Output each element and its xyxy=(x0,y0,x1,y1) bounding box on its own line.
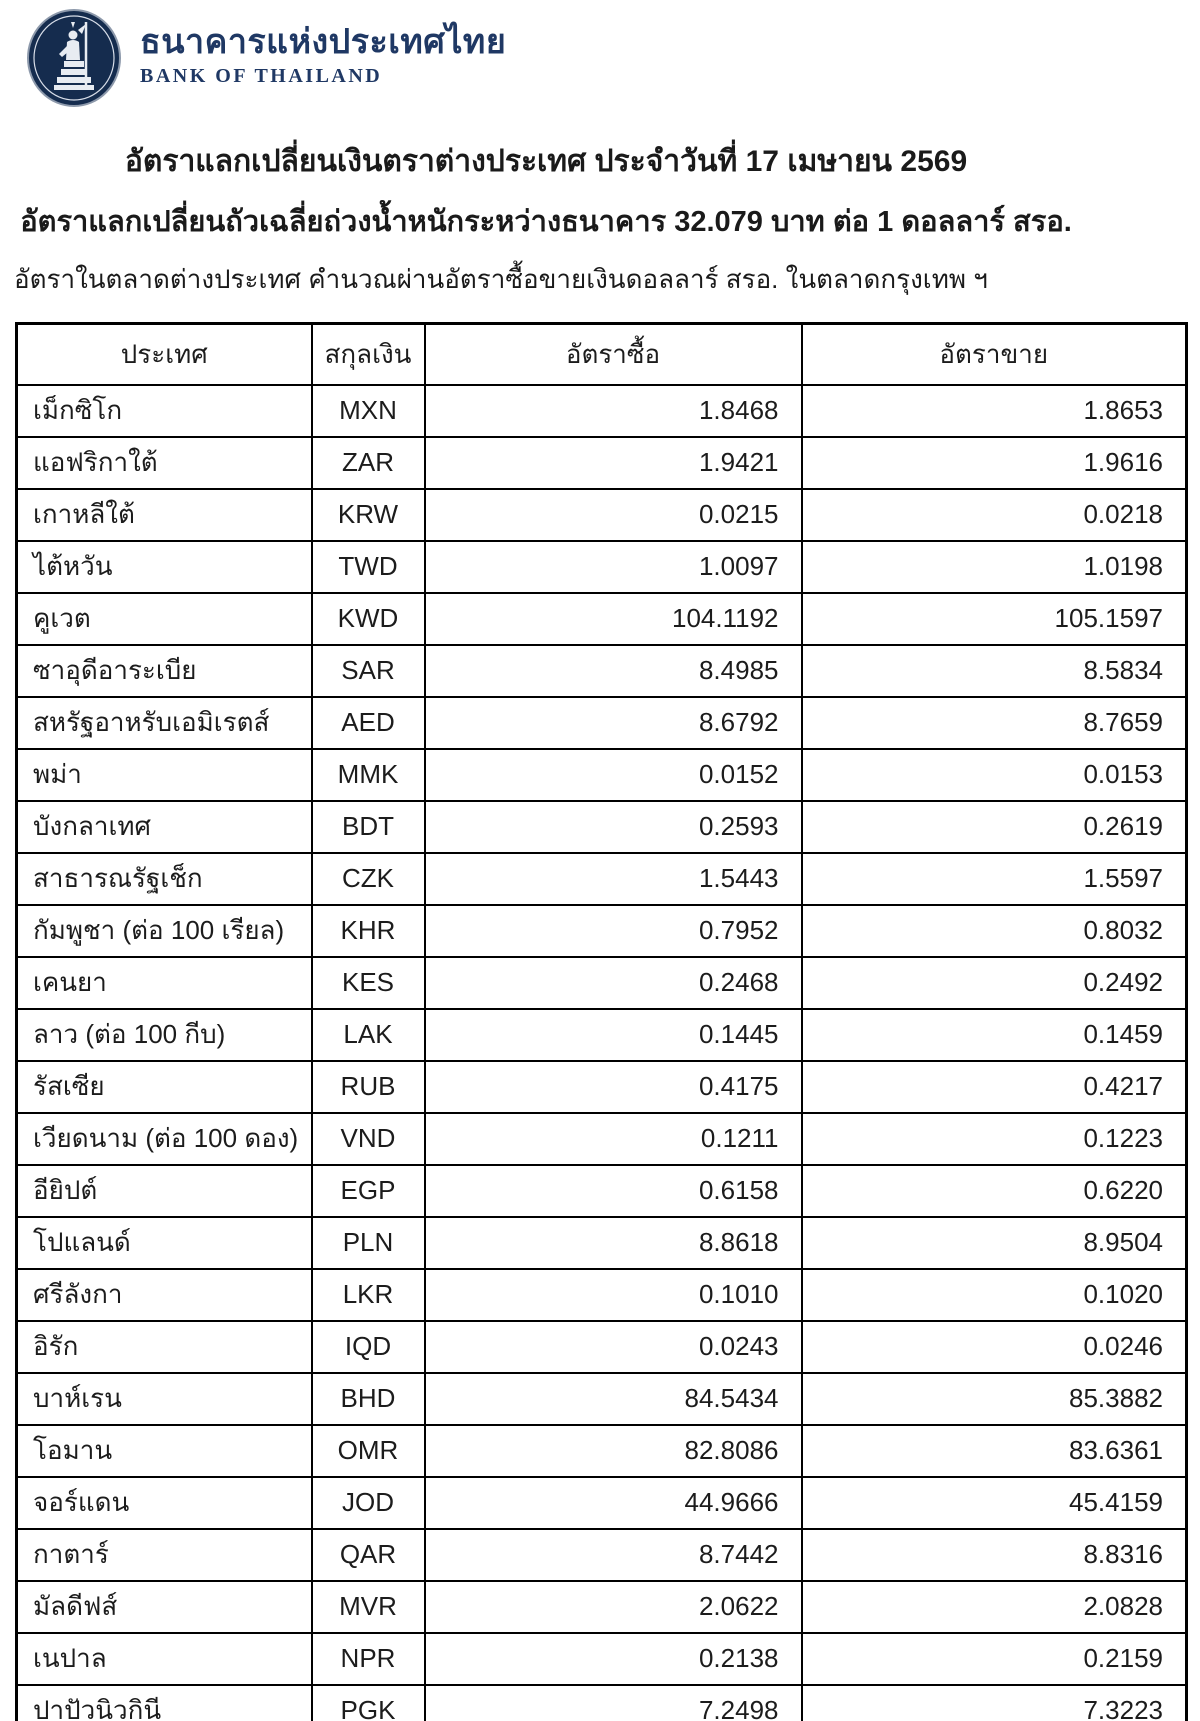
sell-rate-cell: 0.0246 xyxy=(802,1321,1187,1373)
country-cell: อิรัก xyxy=(17,1321,312,1373)
buy-rate-cell: 104.1192 xyxy=(425,593,802,645)
currency-cell: IQD xyxy=(312,1321,425,1373)
sell-rate-cell: 8.8316 xyxy=(802,1529,1187,1581)
table-row xyxy=(17,1269,1187,1321)
country-cell: บาห์เรน xyxy=(17,1373,312,1425)
column-header-currency: สกุลเงิน xyxy=(312,324,425,385)
currency-cell: KRW xyxy=(312,489,425,541)
country-cell: อียิปต์ xyxy=(17,1165,312,1217)
currency-cell: LKR xyxy=(312,1269,425,1321)
buy-rate-cell: 0.7952 xyxy=(425,905,802,957)
country-cell: สหรัฐอาหรับเอมิเรตส์ xyxy=(17,697,312,749)
table-row xyxy=(17,749,1187,801)
buy-rate-cell: 0.4175 xyxy=(425,1061,802,1113)
country-cell: ปาปัวนิวกินี xyxy=(17,1685,312,1721)
column-header-country: ประเทศ xyxy=(17,324,312,385)
buy-rate-cell: 8.8618 xyxy=(425,1217,802,1269)
country-cell: สาธารณรัฐเช็ก xyxy=(17,853,312,905)
currency-cell: KHR xyxy=(312,905,425,957)
sell-rate-cell: 0.1223 xyxy=(802,1113,1187,1165)
buy-rate-cell: 0.0243 xyxy=(425,1321,802,1373)
sell-rate-cell: 8.5834 xyxy=(802,645,1187,697)
table-row xyxy=(17,1373,1187,1425)
country-cell: โอมาน xyxy=(17,1425,312,1477)
table-row xyxy=(17,489,1187,541)
market-note: อัตราในตลาดต่างประเทศ คำนวณผ่านอัตราซื้อขายเงินดอลลาร์ สรอ. ในตลาดกรุงเทพ ฯ xyxy=(14,264,988,294)
column-header-sell-rate: อัตราขาย xyxy=(802,324,1187,385)
table-row xyxy=(17,905,1187,957)
bank-name-english: BANK OF THAILAND xyxy=(140,65,383,88)
table-row xyxy=(17,1477,1187,1529)
table-row xyxy=(17,437,1187,489)
table-row xyxy=(17,541,1187,593)
buy-rate-cell: 0.1211 xyxy=(425,1113,802,1165)
currency-cell: SAR xyxy=(312,645,425,697)
sell-rate-cell: 1.8653 xyxy=(802,385,1187,437)
country-cell: ศรีลังกา xyxy=(17,1269,312,1321)
currency-cell: BHD xyxy=(312,1373,425,1425)
table-row xyxy=(17,1321,1187,1373)
sell-rate-cell: 2.0828 xyxy=(802,1581,1187,1633)
bank-of-thailand-logo-icon xyxy=(26,8,122,108)
table-row xyxy=(17,1113,1187,1165)
country-cell: เคนยา xyxy=(17,957,312,1009)
country-cell: ไต้หวัน xyxy=(17,541,312,593)
table-row xyxy=(17,1685,1187,1721)
table-row xyxy=(17,1425,1187,1477)
country-cell: เกาหลีใต้ xyxy=(17,489,312,541)
currency-cell: OMR xyxy=(312,1425,425,1477)
buy-rate-cell: 8.4985 xyxy=(425,645,802,697)
sell-rate-cell: 8.9504 xyxy=(802,1217,1187,1269)
sell-rate-cell: 0.4217 xyxy=(802,1061,1187,1113)
table-row xyxy=(17,957,1187,1009)
title-block xyxy=(0,138,1092,244)
country-cell: เวียดนาม (ต่อ 100 ดอง) xyxy=(17,1113,312,1165)
sell-rate-cell: 8.7659 xyxy=(802,697,1187,749)
country-cell: กัมพูชา (ต่อ 100 เรียล) xyxy=(17,905,312,957)
sell-rate-cell: 45.4159 xyxy=(802,1477,1187,1529)
sell-rate-cell: 0.1020 xyxy=(802,1269,1187,1321)
currency-cell: CZK xyxy=(312,853,425,905)
buy-rate-cell: 1.0097 xyxy=(425,541,802,593)
currency-cell: MVR xyxy=(312,1581,425,1633)
country-cell: รัสเซีย xyxy=(17,1061,312,1113)
currency-cell: LAK xyxy=(312,1009,425,1061)
sell-rate-cell: 1.9616 xyxy=(802,437,1187,489)
currency-cell: KWD xyxy=(312,593,425,645)
page-subtitle: อัตราแลกเปลี่ยนถัวเฉลี่ยถ่วงน้ำหนักระหว่างธนาคาร 32.079 บาท ต่อ 1 ดอลลาร์ สรอ. xyxy=(20,206,1072,238)
currency-cell: PLN xyxy=(312,1217,425,1269)
buy-rate-cell: 1.9421 xyxy=(425,437,802,489)
currency-cell: KES xyxy=(312,957,425,1009)
currency-cell: NPR xyxy=(312,1633,425,1685)
country-cell: โปแลนด์ xyxy=(17,1217,312,1269)
sell-rate-cell: 83.6361 xyxy=(802,1425,1187,1477)
currency-cell: TWD xyxy=(312,541,425,593)
table-row xyxy=(17,853,1187,905)
currency-cell: PGK xyxy=(312,1685,425,1721)
country-cell: คูเวต xyxy=(17,593,312,645)
table-header-row xyxy=(17,324,1187,385)
currency-cell: VND xyxy=(312,1113,425,1165)
buy-rate-cell: 1.5443 xyxy=(425,853,802,905)
table-row xyxy=(17,1581,1187,1633)
exchange-rate-table-body xyxy=(17,385,1187,1721)
country-cell: ซาอุดีอาระเบีย xyxy=(17,645,312,697)
buy-rate-cell: 0.0215 xyxy=(425,489,802,541)
buy-rate-cell: 0.0152 xyxy=(425,749,802,801)
country-cell: แอฟริกาใต้ xyxy=(17,437,312,489)
table-row xyxy=(17,801,1187,853)
currency-cell: RUB xyxy=(312,1061,425,1113)
buy-rate-cell: 2.0622 xyxy=(425,1581,802,1633)
sell-rate-cell: 0.2619 xyxy=(802,801,1187,853)
buy-rate-cell: 0.1445 xyxy=(425,1009,802,1061)
sell-rate-cell: 1.5597 xyxy=(802,853,1187,905)
buy-rate-cell: 0.1010 xyxy=(425,1269,802,1321)
buy-rate-cell: 8.7442 xyxy=(425,1529,802,1581)
sell-rate-cell: 7.3223 xyxy=(802,1685,1187,1721)
sell-rate-cell: 0.0153 xyxy=(802,749,1187,801)
buy-rate-cell: 44.9666 xyxy=(425,1477,802,1529)
currency-cell: MXN xyxy=(312,385,425,437)
sell-rate-cell: 0.1459 xyxy=(802,1009,1187,1061)
sell-rate-cell: 0.6220 xyxy=(802,1165,1187,1217)
currency-cell: QAR xyxy=(312,1529,425,1581)
buy-rate-cell: 82.8086 xyxy=(425,1425,802,1477)
sell-rate-cell: 0.2492 xyxy=(802,957,1187,1009)
page-title: อัตราแลกเปลี่ยนเงินตราต่างประเทศ ประจำวันที่ 17 เมษายน 2569 xyxy=(124,145,968,178)
currency-cell: JOD xyxy=(312,1477,425,1529)
table-row xyxy=(17,1529,1187,1581)
sell-rate-cell: 0.8032 xyxy=(802,905,1187,957)
country-cell: พม่า xyxy=(17,749,312,801)
bank-name-thai: ธนาคารแห่งประเทศไทย xyxy=(140,23,507,61)
table-row xyxy=(17,1217,1187,1269)
table-row xyxy=(17,1009,1187,1061)
buy-rate-cell: 84.5434 xyxy=(425,1373,802,1425)
sell-rate-cell: 1.0198 xyxy=(802,541,1187,593)
buy-rate-cell: 0.2138 xyxy=(425,1633,802,1685)
buy-rate-cell: 0.6158 xyxy=(425,1165,802,1217)
country-cell: เม็กซิโก xyxy=(17,385,312,437)
table-row xyxy=(17,1061,1187,1113)
bank-header xyxy=(0,0,1200,108)
country-cell: บังกลาเทศ xyxy=(17,801,312,853)
sell-rate-cell: 85.3882 xyxy=(802,1373,1187,1425)
exchange-rate-table xyxy=(15,322,1188,1721)
sell-rate-cell: 0.2159 xyxy=(802,1633,1187,1685)
table-row xyxy=(17,645,1187,697)
currency-cell: BDT xyxy=(312,801,425,853)
column-header-buy-rate: อัตราซื้อ xyxy=(425,324,802,385)
country-cell: กาตาร์ xyxy=(17,1529,312,1581)
buy-rate-cell: 8.6792 xyxy=(425,697,802,749)
buy-rate-cell: 1.8468 xyxy=(425,385,802,437)
table-row xyxy=(17,697,1187,749)
currency-cell: AED xyxy=(312,697,425,749)
buy-rate-cell: 7.2498 xyxy=(425,1685,802,1721)
currency-cell: ZAR xyxy=(312,437,425,489)
country-cell: มัลดีฟส์ xyxy=(17,1581,312,1633)
sell-rate-cell: 105.1597 xyxy=(802,593,1187,645)
table-row xyxy=(17,1633,1187,1685)
sell-rate-cell: 0.0218 xyxy=(802,489,1187,541)
country-cell: ลาว (ต่อ 100 กีบ) xyxy=(17,1009,312,1061)
currency-cell: MMK xyxy=(312,749,425,801)
table-row xyxy=(17,385,1187,437)
table-row xyxy=(17,593,1187,645)
buy-rate-cell: 0.2593 xyxy=(425,801,802,853)
buy-rate-cell: 0.2468 xyxy=(425,957,802,1009)
currency-cell: EGP xyxy=(312,1165,425,1217)
country-cell: จอร์แดน xyxy=(17,1477,312,1529)
bank-names xyxy=(140,24,506,88)
table-row xyxy=(17,1165,1187,1217)
country-cell: เนปาล xyxy=(17,1633,312,1685)
